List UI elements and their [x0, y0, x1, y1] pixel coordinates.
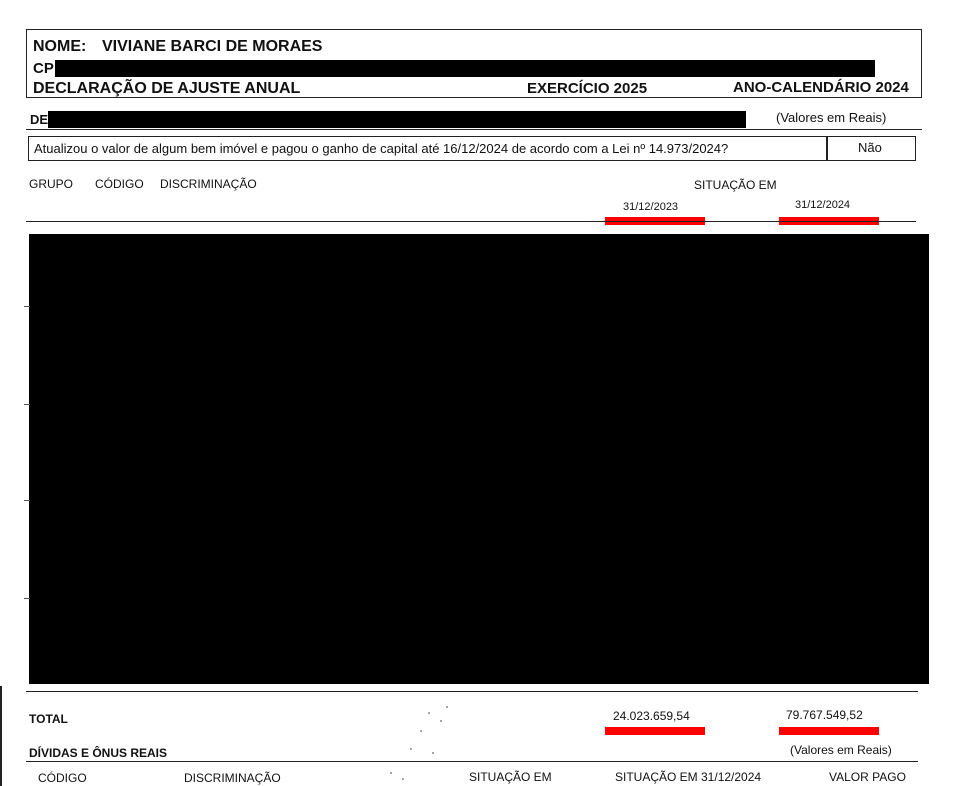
total-label: TOTAL: [29, 712, 68, 726]
total-value-2023: 24.023.659,54: [613, 709, 690, 723]
declaracao-title: DECLARAÇÃO DE AJUSTE ANUAL: [33, 80, 301, 97]
col-situacao-em: SITUAÇÃO EM: [694, 178, 777, 192]
question-text: Atualizou o valor de algum bem imóvel e pagou o ganho de capital até 16/12/2024 de acordo com a Lei nº 14.973/2024?: [34, 141, 729, 156]
scan-speck: [446, 706, 448, 708]
section-rule: [26, 129, 922, 130]
dividas-col-codigo: CÓDIGO: [38, 771, 87, 785]
header-rule: [26, 221, 916, 222]
total-rule: [26, 691, 918, 692]
scan-speck: [390, 772, 392, 774]
cpf-redaction: [55, 60, 875, 77]
dividas-valores-note: (Valores em Reais): [790, 743, 892, 757]
col-grupo: GRUPO: [29, 177, 74, 191]
section-title-redaction: [48, 111, 746, 128]
margin-tick: [24, 306, 30, 307]
col-date-2023: 31/12/2023: [623, 201, 679, 213]
answer-text: Não: [858, 140, 882, 155]
cpf-label: CP: [33, 60, 54, 77]
scan-edge: [0, 686, 2, 786]
nome-label: NOME:: [33, 38, 87, 55]
ano-calendario-label: ANO-CALENDÁRIO 2024: [733, 79, 909, 96]
highlight-total-2024: [779, 727, 879, 735]
section-title-prefix: DE: [30, 112, 49, 127]
scan-speck: [420, 730, 422, 732]
total-value-2024: 79.767.549,52: [786, 708, 863, 722]
col-date-2024: 31/12/2024: [795, 199, 851, 211]
dividas-col-discriminacao: DISCRIMINAÇÃO: [184, 771, 281, 785]
nome-value: VIVIANE BARCI DE MORAES: [102, 38, 323, 55]
dividas-col-valor-pago: VALOR PAGO: [829, 770, 906, 784]
dividas-rule: [26, 761, 918, 762]
margin-tick: [24, 598, 30, 599]
dividas-title: DÍVIDAS E ÔNUS REAIS: [29, 746, 168, 760]
col-codigo: CÓDIGO: [95, 177, 144, 191]
col-discriminacao: DISCRIMINAÇÃO: [160, 177, 257, 191]
scan-speck: [432, 752, 434, 754]
dividas-col-situacao-2024: SITUAÇÃO EM 31/12/2024: [615, 770, 762, 784]
highlight-total-2023: [605, 727, 705, 735]
entries-redaction-block: [29, 234, 929, 684]
scan-speck: [428, 712, 430, 714]
dividas-col-situacao-em: SITUAÇÃO EM: [469, 770, 552, 784]
margin-tick: [24, 404, 30, 405]
exercicio-label: EXERCÍCIO 2025: [527, 80, 648, 97]
scan-speck: [440, 720, 442, 722]
scan-speck: [410, 748, 412, 750]
margin-tick: [24, 500, 30, 501]
scan-speck: [402, 778, 404, 780]
valores-note: (Valores em Reais): [776, 110, 887, 125]
